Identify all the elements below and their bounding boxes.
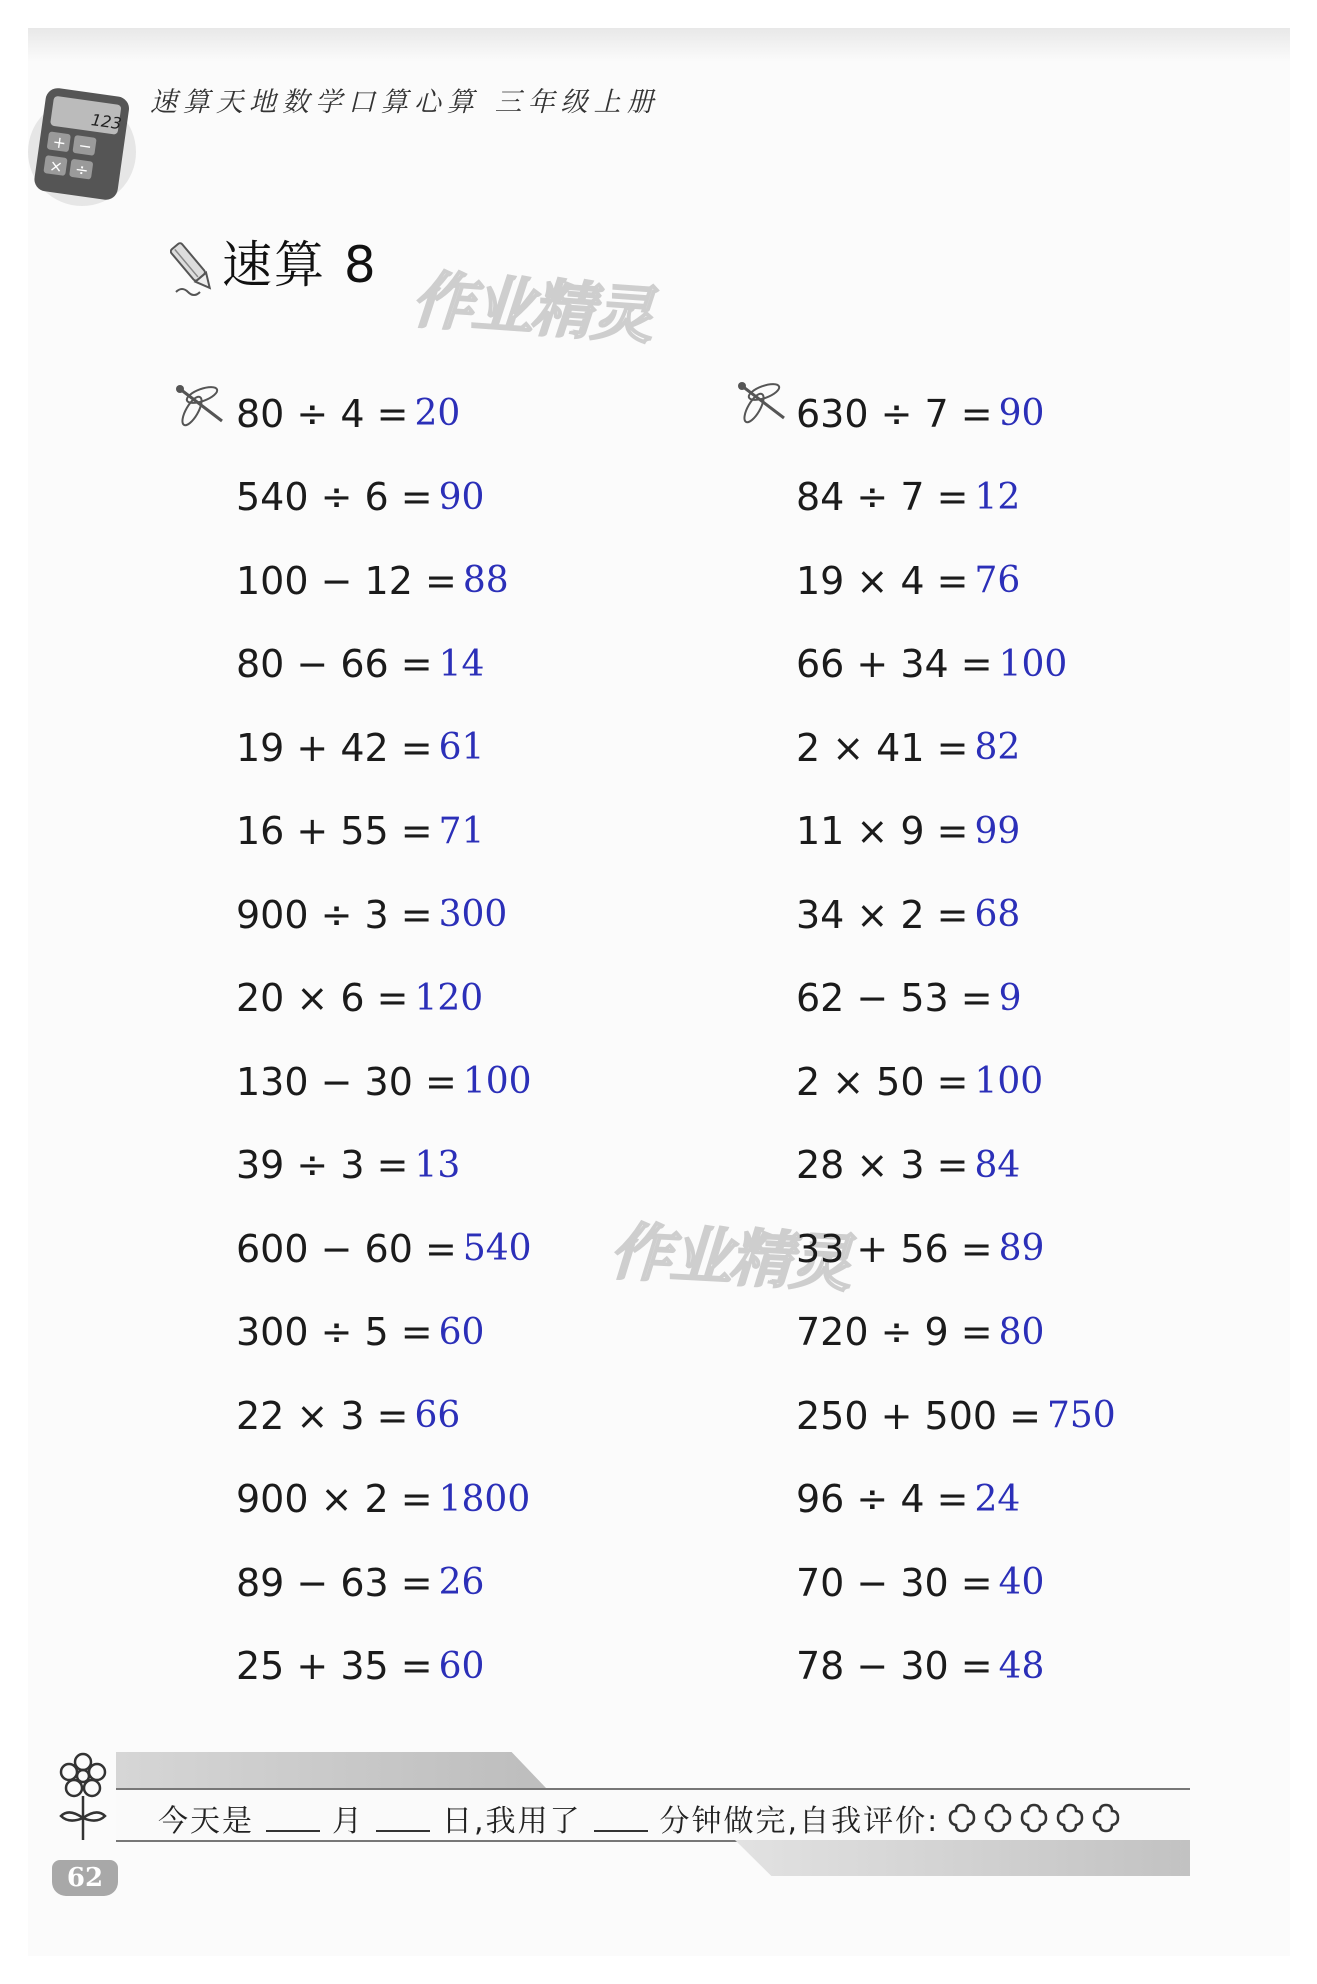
problem-answer: 84 bbox=[974, 1144, 1021, 1186]
problem-expression: 19 + 42 = bbox=[236, 725, 433, 770]
problem-row bbox=[796, 456, 1116, 540]
section-title: 速算 8 bbox=[222, 236, 378, 294]
problem-expression: 19 × 4 = bbox=[796, 558, 969, 603]
self-rating bbox=[945, 1801, 1123, 1835]
svg-text:×: × bbox=[48, 155, 65, 177]
problem-row bbox=[236, 957, 532, 1041]
problem-answer: 20 bbox=[414, 393, 461, 435]
right-problem-column bbox=[796, 372, 1116, 1708]
dragonfly-icon bbox=[172, 383, 230, 427]
problem-expression: 2 × 41 = bbox=[796, 725, 969, 770]
problem-row bbox=[796, 790, 1116, 874]
problem-expression: 630 ÷ 7 = bbox=[796, 391, 993, 436]
problem-expression: 78 − 30 = bbox=[796, 1644, 993, 1689]
rating-flower-icon[interactable] bbox=[1053, 1801, 1087, 1835]
problem-row bbox=[796, 539, 1116, 623]
problem-row bbox=[236, 372, 532, 456]
problem-row bbox=[236, 1458, 532, 1542]
problem-expression: 300 ÷ 5 = bbox=[236, 1310, 433, 1355]
problem-row bbox=[796, 1541, 1116, 1625]
dragonfly-icon bbox=[734, 380, 792, 424]
watermark: 作业精灵 bbox=[607, 1214, 852, 1301]
problem-answer: 100 bbox=[998, 643, 1068, 685]
problem-answer: 60 bbox=[438, 1311, 485, 1353]
problem-answer: 13 bbox=[414, 1144, 461, 1186]
problem-row bbox=[796, 957, 1116, 1041]
left-problem-column bbox=[236, 372, 532, 1708]
problem-expression: 2 × 50 = bbox=[796, 1059, 969, 1104]
problem-answer: 12 bbox=[974, 476, 1021, 518]
problem-expression: 80 − 66 = bbox=[236, 642, 433, 687]
problem-answer: 750 bbox=[1046, 1395, 1116, 1437]
problem-answer: 71 bbox=[438, 810, 485, 852]
problem-expression: 540 ÷ 6 = bbox=[236, 475, 433, 520]
problem-expression: 600 − 60 = bbox=[236, 1226, 457, 1271]
problem-expression: 900 × 2 = bbox=[236, 1477, 433, 1522]
problem-row bbox=[236, 456, 532, 540]
problem-expression: 39 ÷ 3 = bbox=[236, 1143, 409, 1188]
problem-row bbox=[236, 623, 532, 707]
book-title: 速算天地数学口算心算 三年级上册 bbox=[150, 87, 660, 118]
problem-row bbox=[796, 1625, 1116, 1709]
problem-row bbox=[796, 372, 1116, 456]
problem-expression: 130 − 30 = bbox=[236, 1059, 457, 1104]
problem-expression: 20 × 6 = bbox=[236, 976, 409, 1021]
problem-answer: 1800 bbox=[438, 1478, 531, 1520]
footer-label-minutes: 分钟做完,自我评价: bbox=[659, 1804, 940, 1839]
problem-answer: 26 bbox=[438, 1562, 485, 1604]
problem-row bbox=[236, 873, 532, 957]
problem-answer: 61 bbox=[438, 727, 485, 769]
problem-answer: 40 bbox=[998, 1562, 1045, 1604]
problem-answer: 66 bbox=[414, 1395, 461, 1437]
flower-icon bbox=[52, 1752, 114, 1844]
problem-answer: 24 bbox=[974, 1478, 1021, 1520]
top-shade bbox=[28, 28, 1290, 62]
rating-flower-icon[interactable] bbox=[981, 1801, 1015, 1835]
problem-answer: 100 bbox=[974, 1061, 1044, 1103]
problem-answer: 9 bbox=[998, 977, 1022, 1019]
problem-expression: 100 − 12 = bbox=[236, 558, 457, 603]
problem-answer: 88 bbox=[462, 560, 509, 602]
footer-decoration bbox=[116, 1752, 546, 1788]
problem-expression: 70 − 30 = bbox=[796, 1560, 993, 1605]
problem-row bbox=[796, 623, 1116, 707]
problem-row bbox=[796, 1374, 1116, 1458]
problem-expression: 28 × 3 = bbox=[796, 1143, 969, 1188]
problem-row bbox=[796, 873, 1116, 957]
problem-row bbox=[796, 1291, 1116, 1375]
footer-decoration bbox=[735, 1840, 1190, 1876]
problem-answer: 90 bbox=[438, 476, 485, 518]
problem-answer: 82 bbox=[974, 727, 1021, 769]
day-blank[interactable] bbox=[376, 1804, 430, 1832]
month-blank[interactable] bbox=[266, 1804, 320, 1832]
problem-answer: 99 bbox=[974, 810, 1021, 852]
problem-answer: 120 bbox=[414, 977, 484, 1019]
problem-answer: 540 bbox=[462, 1228, 532, 1270]
problem-row bbox=[796, 1124, 1116, 1208]
problem-row bbox=[236, 1040, 532, 1124]
footer-label-today: 今天是 bbox=[158, 1804, 254, 1839]
problem-answer: 60 bbox=[438, 1645, 485, 1687]
problem-answer: 300 bbox=[438, 894, 508, 936]
problem-expression: 84 ÷ 7 = bbox=[796, 475, 969, 520]
svg-text:÷: ÷ bbox=[73, 159, 90, 181]
problem-answer: 76 bbox=[974, 560, 1021, 602]
svg-text:−: − bbox=[77, 135, 94, 157]
problem-row bbox=[796, 1207, 1116, 1291]
problem-row bbox=[796, 706, 1116, 790]
problem-answer: 48 bbox=[998, 1645, 1045, 1687]
problem-answer: 90 bbox=[998, 393, 1045, 435]
problem-row bbox=[796, 1040, 1116, 1124]
problem-answer: 14 bbox=[438, 643, 485, 685]
problem-answer: 89 bbox=[998, 1228, 1045, 1270]
problem-row bbox=[236, 790, 532, 874]
problem-expression: 34 × 2 = bbox=[796, 892, 969, 937]
problem-expression: 11 × 9 = bbox=[796, 809, 969, 854]
problem-expression: 900 ÷ 3 = bbox=[236, 892, 433, 937]
minutes-blank[interactable] bbox=[594, 1804, 648, 1832]
problem-expression: 62 − 53 = bbox=[796, 976, 993, 1021]
svg-text:+: + bbox=[51, 132, 68, 153]
rating-flower-icon[interactable] bbox=[945, 1801, 979, 1835]
rating-flower-icon[interactable] bbox=[1017, 1801, 1051, 1835]
problem-expression: 96 ÷ 4 = bbox=[796, 1477, 969, 1522]
completion-record bbox=[158, 1796, 1123, 1840]
problem-expression: 250 + 500 = bbox=[796, 1393, 1041, 1438]
problem-row bbox=[236, 1124, 532, 1208]
problem-row bbox=[236, 1541, 532, 1625]
problem-expression: 89 − 63 = bbox=[236, 1560, 433, 1605]
problem-expression: 66 + 34 = bbox=[796, 642, 993, 687]
rating-flower-icon[interactable] bbox=[1089, 1801, 1123, 1835]
problem-row bbox=[236, 1207, 532, 1291]
problem-expression: 25 + 35 = bbox=[236, 1644, 433, 1689]
problem-row bbox=[236, 1374, 532, 1458]
problem-expression: 80 ÷ 4 = bbox=[236, 391, 409, 436]
problem-row bbox=[236, 539, 532, 623]
calculator-icon bbox=[28, 72, 136, 208]
pencil-icon bbox=[170, 238, 216, 298]
problem-row bbox=[236, 1625, 532, 1709]
problem-row bbox=[236, 706, 532, 790]
problem-row bbox=[796, 1458, 1116, 1542]
footer-label-month: 月 bbox=[332, 1804, 364, 1839]
problem-expression: 16 + 55 = bbox=[236, 809, 433, 854]
problem-answer: 100 bbox=[462, 1061, 532, 1103]
problem-answer: 68 bbox=[974, 894, 1021, 936]
page-number: 62 bbox=[52, 1860, 118, 1896]
problem-expression: 720 ÷ 9 = bbox=[796, 1310, 993, 1355]
problem-answer: 80 bbox=[998, 1311, 1045, 1353]
problem-expression: 22 × 3 = bbox=[236, 1393, 409, 1438]
watermark: 作业精灵 bbox=[409, 262, 654, 353]
footer-label-day: 日,我用了 bbox=[442, 1804, 582, 1839]
problem-expression: 33 + 56 = bbox=[796, 1226, 993, 1271]
calculator-display-text: 123 bbox=[89, 110, 123, 134]
problem-row bbox=[236, 1291, 532, 1375]
